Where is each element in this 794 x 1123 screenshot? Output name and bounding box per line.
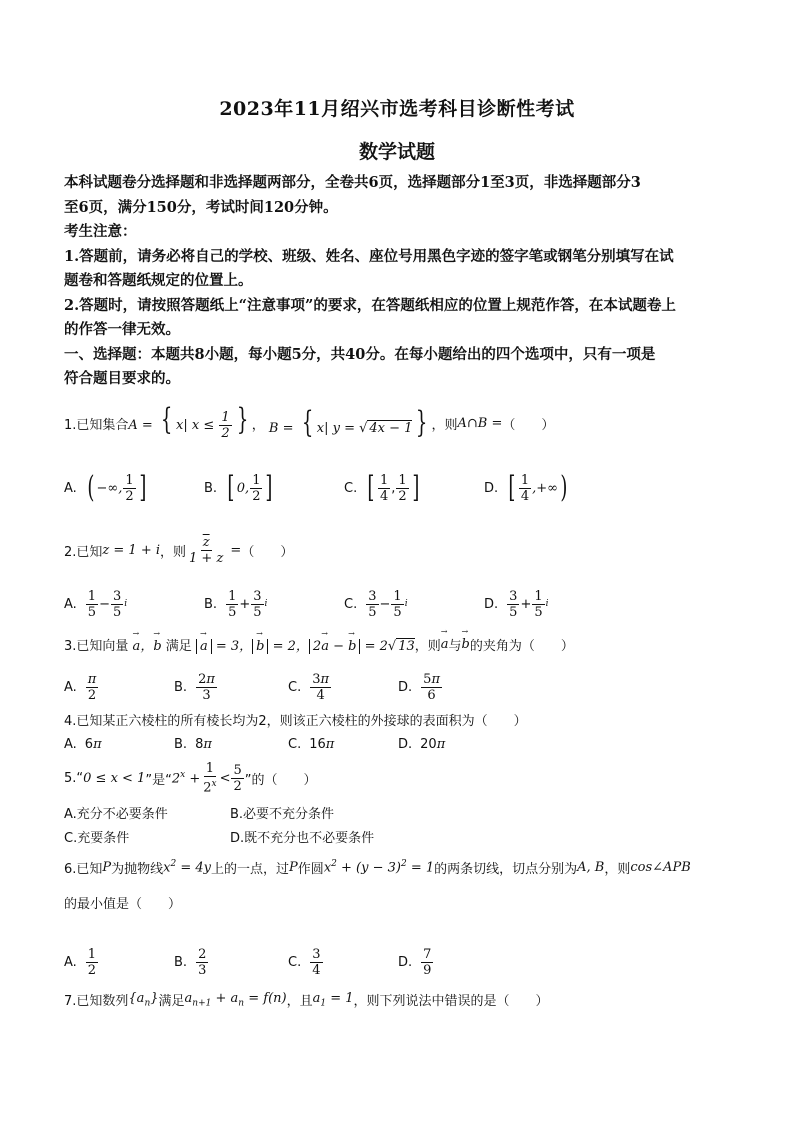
intro-line: 本科试题卷分选择题和非选择题两部分，全卷共6页，选择题部分1至3页，非选择题部分3 — [64, 174, 641, 191]
question-5: 5.“ 0 ≤ x < 1 ”是“ $2^x$ + $\frac{1}{2^x}$ < $\frac{5}{2}$ ”的（ ） — [64, 760, 317, 796]
q5-option-a[interactable]: A.充分不必要条件 — [64, 807, 168, 822]
q1-set-b: B = { x| y = √ 4x − 1 } — [264, 405, 428, 440]
notice-item: 2.答题时，请按照答题纸上“注意事项”的要求，在答题纸相应的位置上规范作答，在本试题卷上 — [64, 296, 676, 314]
q5-option-c[interactable]: C.充要条件 — [64, 831, 130, 846]
q1-expr: A∩B = — [457, 415, 503, 431]
exam-subtitle: 数学试题 — [358, 141, 435, 163]
q3-vectors: → a，→ b — [128, 635, 165, 654]
q3-mid: 满足 — [165, 638, 192, 654]
q3-with: 与 — [448, 638, 462, 654]
option-a[interactable]: A. 6 π — [64, 736, 102, 752]
q1-tail: （ ） — [502, 417, 555, 433]
option-b[interactable]: B. 8 π — [174, 736, 212, 752]
q5-option-b[interactable]: B.必要不充分条件 — [230, 807, 335, 822]
option-a[interactable]: A. ( −∞, $\frac{1}{2}$ ] — [64, 470, 147, 505]
option-c[interactable]: C. [ $\frac{1}{4}$ , $\frac{1}{2}$ ] — [344, 470, 420, 505]
q5-option-d[interactable]: D.既不充分也不必要条件 — [230, 831, 375, 846]
notice-item: 题卷和答题纸规定的位置上。 — [64, 272, 253, 289]
option-d[interactable]: D. $\frac{5\pi}{6}$ — [398, 671, 440, 703]
q2-prefix: 2.已知 — [64, 544, 103, 560]
option-c[interactable]: C. 16 π — [288, 736, 335, 752]
section-heading: 一、选择题：本题共8小题，每小题5分，共40分。在每小题给出的四个选项中，只有一项是 — [64, 345, 656, 363]
question-1 — [64, 402, 555, 441]
q3-options — [64, 665, 734, 709]
question-4: 4.已知某正六棱柱的所有棱长均为2，则该正六棱柱的外接球的表面积为（ ） — [64, 714, 527, 729]
q5-tail: ”的（ ） — [244, 772, 317, 788]
notice-item: 的作答一律无效。 — [64, 321, 180, 338]
exam-title: 2023年11月绍兴市选考科目诊断性考试 — [219, 98, 575, 120]
option-a[interactable]: A. $\frac{1}{2}$ — [64, 946, 97, 978]
option-a[interactable]: A. $\frac{1}{5}$ − $\frac{3}{5}$ i — [64, 588, 128, 620]
q1-options — [64, 466, 734, 510]
q2-expr: $\frac{\overline{z}}{1 + z}$ — [189, 534, 224, 566]
q2-options — [64, 582, 734, 626]
option-d[interactable]: D. $\frac{3}{5}$ + $\frac{1}{5}$ i — [484, 588, 549, 620]
notice-title: 考生注意： — [64, 223, 137, 240]
option-c[interactable]: C. $\frac{3\pi}{4}$ — [288, 671, 330, 703]
q2-given: z = 1 + i — [102, 542, 160, 558]
q3-prefix: 3.已知向量 — [64, 638, 129, 654]
q5-prefix: 5.“ — [64, 770, 84, 786]
q3-conditions: → a = 3， → b = 2， 2→ a − → b = 2√ 13 — [192, 635, 415, 654]
intro-line: 至6页，满分150分，考试时间120分钟。 — [64, 198, 338, 216]
section-heading: 符合题目要求的。 — [64, 370, 180, 387]
question-3: 3.已知向量 → a，→ b 满足 → a = 3， → b = 2， 2→ a − → b = 2√ 13 ，则 → a 与 → b 的夹角为（ ） — [64, 632, 574, 656]
q4-options — [64, 732, 734, 756]
option-b[interactable]: B. $\frac{1}{5}$ + $\frac{3}{5}$ i — [204, 588, 268, 620]
option-b[interactable]: B. $\frac{2}{3}$ — [174, 946, 207, 978]
q5-mid: ”是“ — [145, 772, 172, 788]
option-d[interactable]: D. 20 π — [398, 736, 446, 752]
q2-tail: （ ） — [241, 544, 294, 560]
q3-tail: 的夹角为（ ） — [469, 638, 574, 654]
q6-options — [64, 940, 734, 984]
q6-line2: 的最小值是（ ） — [64, 897, 182, 912]
option-b[interactable]: B. $\frac{2\pi}{3}$ — [174, 671, 215, 703]
option-c[interactable]: C. $\frac{3}{5}$ − $\frac{1}{5}$ i — [344, 588, 408, 620]
option-d[interactable]: D. $\frac{7}{9}$ — [398, 946, 432, 978]
option-b[interactable]: B. [ 0, $\frac{1}{2}$ ] — [204, 470, 273, 505]
q1-set-a: A = { x| x ≤ $\frac{1}{2}$ } — [128, 402, 248, 441]
question-7: 7.已知数列 $\{a_n\}$ 满足 $a_{n+1} + a_n = f(n)$ ，且 $a_1 = 1$ ，则下列说法中错误的是（ ） — [64, 990, 549, 1009]
question-6: 6.已知 P 为抛物线 $x^2 = 4y$ 上的一点，过 P 作圆 $x^2 + (y - 3)^2 = 1$ 的两条切线，切点分别为 A, B ，则 cos∠APB — [64, 859, 691, 877]
q1-mid: ， — [251, 417, 265, 433]
q2-mid: ，则 — [160, 544, 187, 560]
q1-suffix: ，则 — [431, 417, 458, 433]
question-2: 2.已知 z = 1 + i ，则 $\frac{\overline{z}}{1 + z}$ = （ ） — [64, 534, 294, 566]
q1-prefix: 1.已知集合 — [64, 417, 129, 433]
intro-block — [64, 171, 734, 392]
option-a[interactable]: A. $\frac{\pi}{2}$ — [64, 671, 97, 703]
option-d[interactable]: D. [ $\frac{1}{4}$ ,+∞ ) — [484, 470, 568, 505]
option-c[interactable]: C. $\frac{3}{4}$ — [288, 946, 321, 978]
notice-item: 1.答题前，请务必将自己的学校、班级、姓名、座位号用黑色字迹的签字笔或钢笔分别填写在试 — [64, 247, 674, 265]
q3-then: ，则 — [414, 638, 441, 654]
